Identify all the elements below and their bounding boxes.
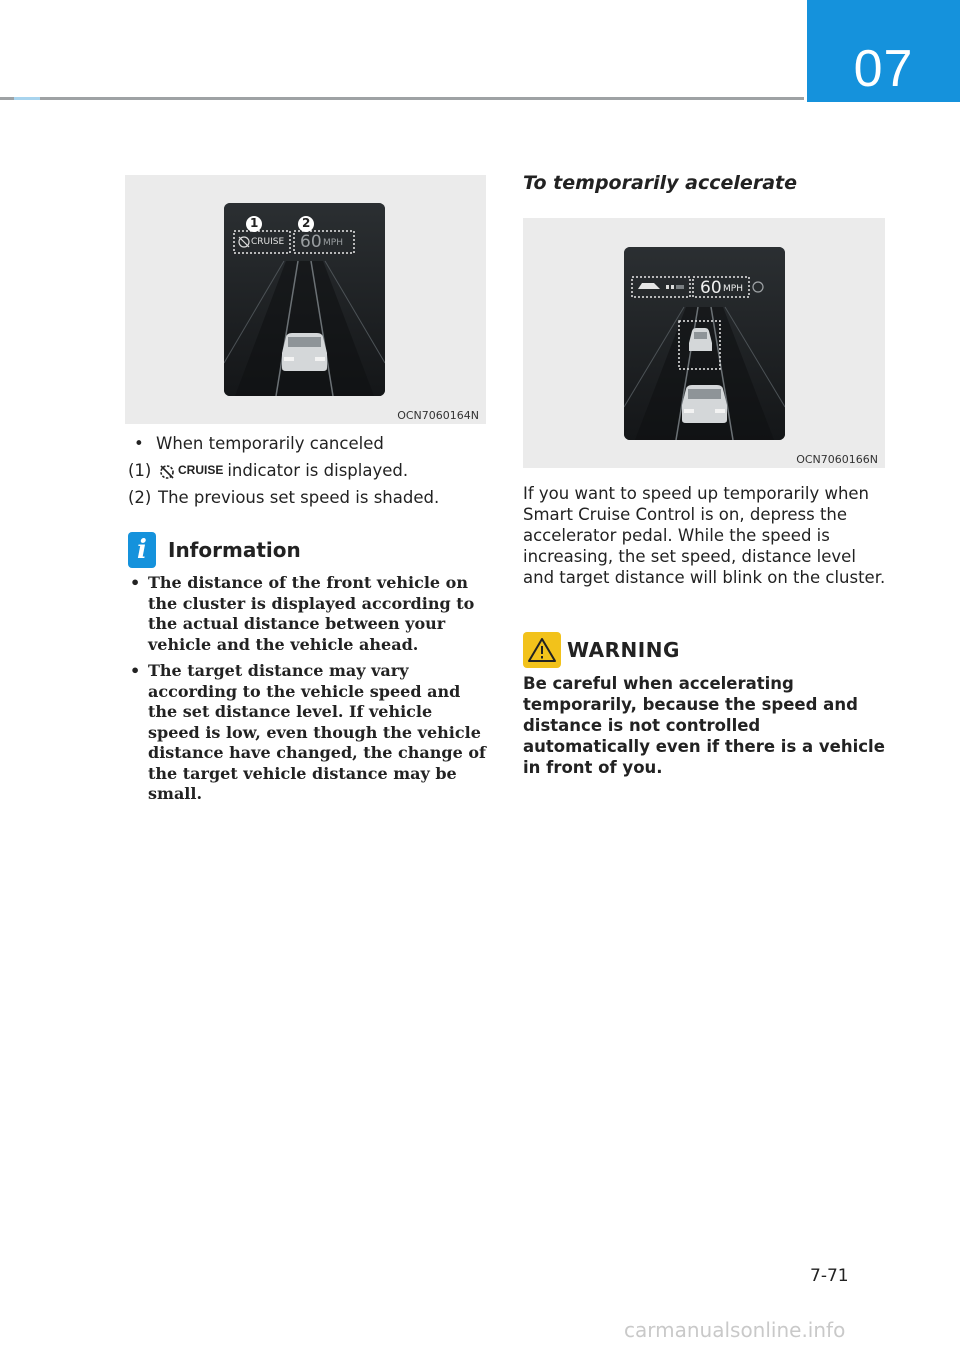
shaded-speed: 60 bbox=[300, 232, 322, 252]
list-item-text: indicator is displayed. bbox=[227, 461, 409, 480]
callout-number-1: 1 bbox=[250, 216, 259, 230]
chapter-tab: 07 bbox=[807, 0, 960, 102]
info-icon: i bbox=[128, 532, 156, 568]
cruise-cancel-icon bbox=[158, 457, 223, 484]
watermark: carmanualsonline.info bbox=[624, 1318, 846, 1342]
header-rule bbox=[0, 97, 804, 100]
figure-cluster-accelerate bbox=[523, 218, 885, 468]
bullet-marker: (2) bbox=[128, 488, 152, 507]
list-item bbox=[128, 457, 488, 484]
bullet-marker: • bbox=[134, 434, 144, 453]
warning-title: WARNING bbox=[567, 638, 680, 662]
list-item-text: The previous set speed is shaded. bbox=[158, 488, 440, 507]
information-item-text: The target distance may vary according to the vehicle speed and the set distance level. If vehicle speed is low, even though the vehicle distance have changed, the change of the target vehicle distance may be small. bbox=[148, 661, 486, 803]
cruise-text: CRUISE bbox=[251, 237, 285, 247]
speed-unit: MPH bbox=[323, 238, 343, 248]
canceled-description-list bbox=[128, 430, 488, 511]
figure-caption: OCN7060166N bbox=[796, 453, 878, 466]
information-title: Information bbox=[168, 538, 301, 562]
list-item bbox=[128, 484, 488, 511]
list-item: • The target distance may vary according to the vehicle speed and the set distance level. If vehicle speed is low, even though the vehicle distance have changed, the change of the target vehicle distance may be small. bbox=[130, 661, 486, 803]
car-icon bbox=[682, 385, 727, 423]
car-icon bbox=[282, 333, 327, 371]
page-number: 7-71 bbox=[810, 1266, 849, 1286]
list-item: • The distance of the front vehicle on the cluster is displayed according to the actual distance between your vehicle and the vehicle ahead. bbox=[130, 573, 475, 654]
speed-unit: MPH bbox=[723, 284, 743, 294]
warning-icon bbox=[523, 632, 561, 668]
section-title: To temporarily accelerate bbox=[523, 172, 797, 194]
figure-cluster-canceled bbox=[125, 175, 486, 424]
list-item-text: When temporarily canceled bbox=[156, 434, 384, 453]
callout-number-2: 2 bbox=[302, 216, 311, 230]
cluster-display bbox=[224, 203, 385, 396]
list-item bbox=[128, 430, 488, 457]
warning-heading bbox=[523, 632, 680, 668]
information-item-text: The distance of the front vehicle on the cluster is displayed according to the actual distance between your vehicle and the vehicle ahead. bbox=[148, 573, 475, 654]
body-paragraph: If you want to speed up temporarily when Smart Cruise Control is on, depress the accelerator pedal. While the speed is increasing, the set speed, distance level and target distance will blink on the cluster. bbox=[523, 484, 886, 587]
figure-caption: OCN7060164N bbox=[397, 409, 479, 422]
inline-cruise-text: CRUISE bbox=[178, 463, 224, 477]
information-list bbox=[128, 573, 488, 811]
warning-text: Be careful when accelerating temporarily, because the speed and distance is not controlled automatically even if there is a vehicle in front of you. bbox=[523, 674, 885, 777]
bullet-marker: (1) bbox=[128, 461, 152, 480]
cluster-illustration bbox=[624, 247, 785, 440]
information-heading bbox=[128, 532, 301, 568]
header-rule-accent bbox=[14, 97, 40, 100]
cluster-display bbox=[624, 247, 785, 440]
set-speed: 60 bbox=[700, 278, 722, 298]
